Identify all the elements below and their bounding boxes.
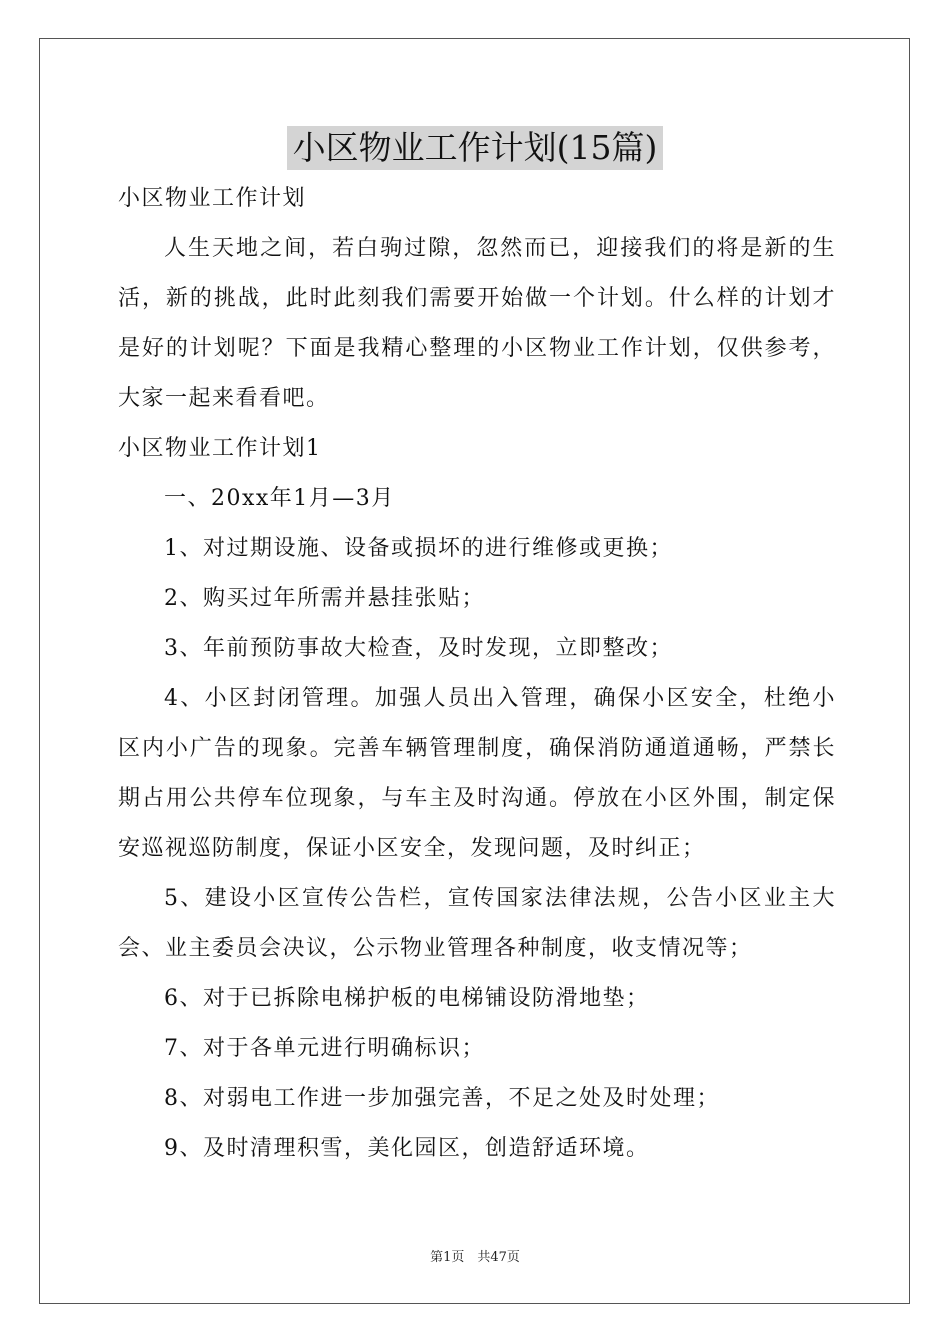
document-title: 小区物业工作计划(15篇): [287, 126, 664, 170]
list-item: 4、小区封闭管理。加强人员出入管理，确保小区安全，杜绝小区内小广告的现象。完善车辆管理制度，确保消防通道通畅，严禁长期占用公共停车位现象，与车主及时沟通。停放在小区外围，制定保安巡视巡防制度，保证小区安全，发现问题，及时纠正；: [118, 686, 836, 861]
intro-paragraph: 人生天地之间，若白驹过隙，忽然而已，迎接我们的将是新的生活，新的挑战，此时此刻我们需要开始做一个计划。什么样的计划才是好的计划呢？下面是我精心整理的小区物业工作计划，仅供参考，大家一起来看看吧。: [118, 236, 836, 411]
list-item: 5、建设小区宣传公告栏，宣传国家法律法规，公告小区业主大会、业主委员会决议，公示物业管理各种制度，收支情况等；: [118, 886, 836, 961]
list-item: 7、对于各单元进行明确标识；: [164, 1036, 485, 1061]
list-item: 6、对于已拆除电梯护板的电梯铺设防滑地垫；: [164, 986, 650, 1011]
section-heading: 小区物业工作计划1: [118, 436, 322, 461]
list-item: 2、购买过年所需并悬挂张贴；: [164, 586, 485, 611]
title-container: [0, 126, 950, 170]
period-heading: 一、20xx年1月—3月: [164, 486, 395, 511]
subtitle: 小区物业工作计划: [118, 186, 307, 211]
list-item: 3、年前预防事故大检查，及时发现，立即整改；: [164, 636, 673, 661]
list-item: 9、及时清理积雪，美化园区，创造舒适环境。: [164, 1136, 650, 1161]
list-item: 8、对弱电工作进一步加强完善，不足之处及时处理；: [164, 1086, 720, 1111]
page-footer: 第1页 共47页: [430, 1250, 520, 1265]
list-item: 1、对过期设施、设备或损坏的进行维修或更换；: [164, 536, 673, 561]
